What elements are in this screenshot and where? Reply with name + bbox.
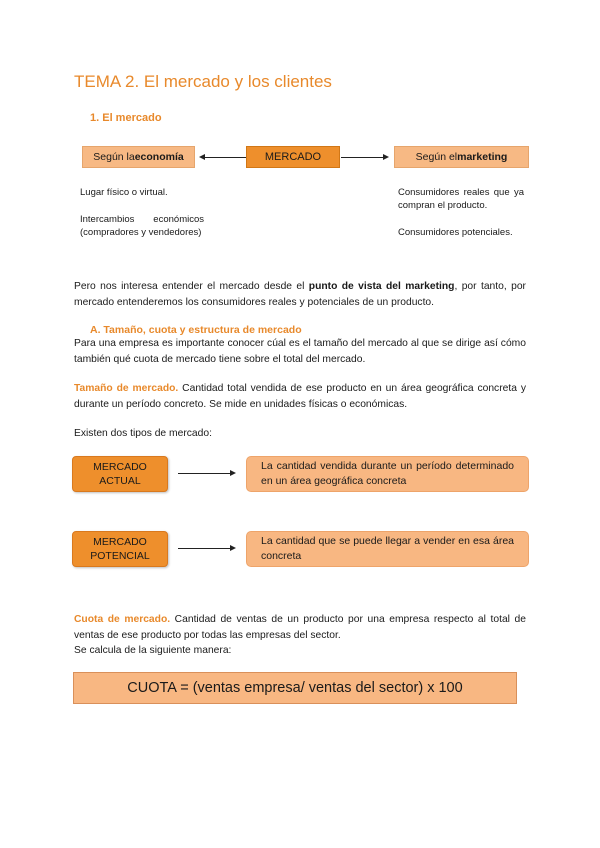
page-title: TEMA 2. El mercado y los clientes	[74, 72, 332, 91]
economia-box	[82, 146, 195, 168]
arrow-right-line	[341, 157, 383, 158]
economia-text-2: Intercambios económicos (compradores y vendedores)	[80, 214, 204, 238]
arrow-actual-line	[178, 473, 230, 474]
tamano-text: Cantidad total vendida de ese producto en un área geográfica concreta y durante un período concreto. Se mide en unidades físicas o económicas.	[74, 383, 526, 410]
arrow-left-line	[204, 157, 246, 158]
arrow-right-head	[383, 154, 389, 160]
marketing-text-2: Consumidores potenciales.	[398, 227, 513, 238]
paragraph-mercado	[74, 279, 526, 311]
para1-pre: Pero nos interesa entender el mercado desde el	[74, 281, 309, 292]
cuota-text: Cantidad de ventas de un producto por una empresa respecto al total de ventas de ese producto por todas las empresas del sector.	[74, 614, 526, 641]
paragraph-cuota	[74, 612, 526, 644]
subsection-heading: A. Tamaño, cuota y estructura de mercado	[90, 324, 302, 336]
paragraph-calculo: Se calcula de la siguiente manera:	[74, 645, 232, 656]
arrow-potencial-line	[178, 548, 230, 549]
economia-box-prefix: Según la	[93, 151, 135, 163]
paragraph-importancia: Para una empresa es importante conocer cúal es el tamaño del mercado al que se dirige así cómo también qué cuota de mercado tiene sobre el total del mercado.	[74, 338, 526, 365]
mercado-box: MERCADO	[246, 146, 340, 168]
tamano-lead: Tamaño de mercado.	[74, 383, 179, 394]
economia-box-bold: economía	[134, 151, 184, 163]
arrow-potencial-head	[230, 545, 236, 551]
marketing-box	[394, 146, 529, 168]
section-heading: 1. El mercado	[90, 112, 162, 124]
mercado-actual-desc: La cantidad vendida durante un período determinado en un área geográfica concreta	[246, 456, 529, 492]
marketing-box-bold: marketing	[457, 151, 508, 163]
mercado-potencial-desc: La cantidad que se puede llegar a vender en esa área concreta	[246, 531, 529, 567]
mercado-actual-box: MERCADO ACTUAL	[72, 456, 168, 492]
para1-post: , por tanto, por mercado entenderemos los consumidores reales y potenciales de un producto.	[74, 281, 526, 308]
marketing-box-prefix: Según el	[415, 151, 458, 163]
para1-bold: punto de vista del marketing	[308, 281, 455, 292]
mercado-potencial-box: MERCADO POTENCIAL	[72, 531, 168, 567]
paragraph-tamano	[74, 381, 526, 413]
cuota-lead: Cuota de mercado.	[74, 614, 171, 625]
marketing-text-1: Consumidores reales que ya compran el producto.	[398, 187, 524, 211]
formula-box: CUOTA = (ventas empresa/ ventas del sector) x 100	[73, 672, 517, 704]
arrow-actual-head	[230, 470, 236, 476]
paragraph-tipos: Existen dos tipos de mercado:	[74, 428, 212, 439]
economia-text-1: Lugar físico o virtual.	[80, 187, 168, 198]
